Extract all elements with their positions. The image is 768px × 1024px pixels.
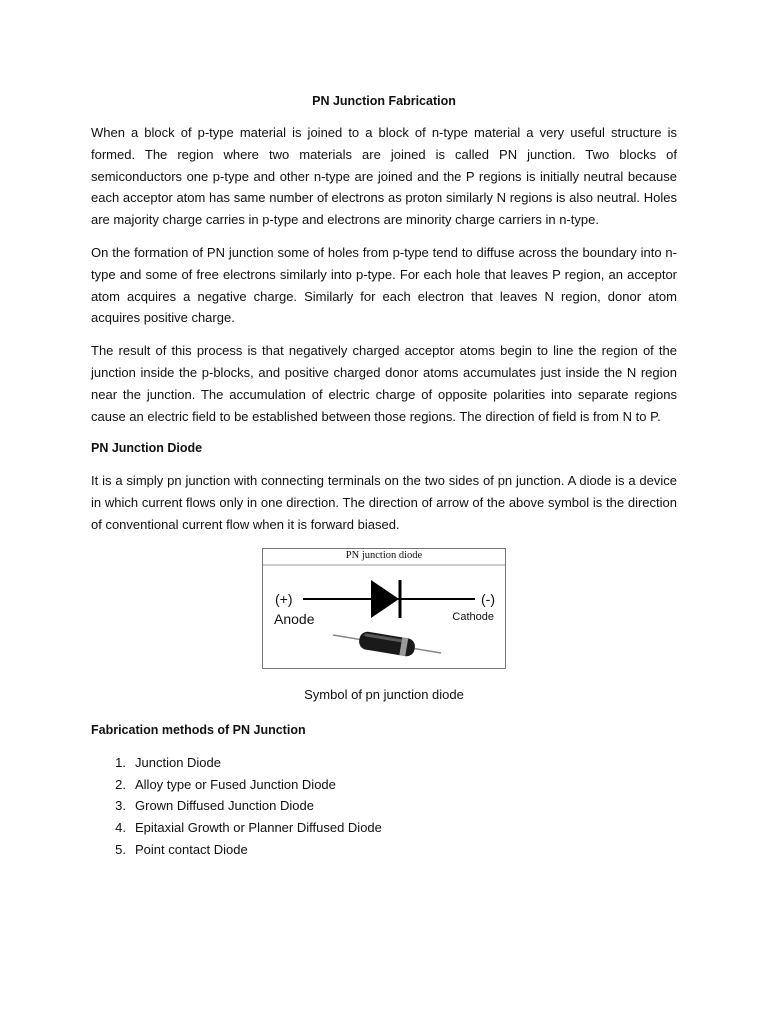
anode-label: Anode [274, 610, 315, 627]
diode-symbol-graphic [263, 549, 505, 668]
diode-figure [262, 548, 506, 669]
list-item [91, 817, 677, 839]
list-item-text: Grown Diffused Junction Diode [135, 798, 314, 814]
diode-heading: PN Junction Diode [91, 441, 203, 456]
document-page [91, 94, 677, 861]
methods-list [91, 752, 677, 861]
figure-container [91, 548, 677, 669]
list-item-text: Epitaxial Growth or Planner Diffused Diode [135, 820, 382, 836]
list-item [91, 839, 677, 861]
methods-heading: Fabrication methods of PN Junction [91, 722, 306, 737]
list-item-number: 4. [115, 820, 126, 836]
list-item-number: 2. [115, 776, 126, 792]
document-title: PN Junction Fabrication [312, 94, 456, 108]
list-item-number: 1. [115, 754, 126, 770]
paragraph-intro: When a block of p-type material is joined to a block of n-type material a very useful structure is formed. The region where two materials are joined is called PN junction. Two blocks of semiconductors one p-type and other n-type are joined and the P regions is initially neutral because each acceptor atom has same number of electrons as proton similarly N regions is also neutral. Holes are majority charge carries in p-type and electrons are minority charge carriers in n-type. [91, 125, 677, 228]
list-item-text: Point contact Diode [135, 841, 248, 857]
cathode-label: Cathode [452, 610, 494, 623]
list-item-text: Junction Diode [135, 754, 221, 770]
list-item-number: 5. [115, 841, 126, 857]
figure-caption: Symbol of pn junction diode [304, 686, 464, 702]
paragraph-result: The result of this process is that negatively charged acceptor atoms begin to line the region of the junction inside the p-blocks, and positive charged donor atoms accumulates just inside the N region near the junction. The accumulation of electric charge of opposite polarities into separate regions cause an electric field to be established between those regions. The direction of field is from N to P. [91, 343, 677, 424]
figure-title: PN junction diode [345, 549, 423, 561]
list-item-number: 3. [115, 798, 126, 814]
diode-anode-triangle [371, 580, 399, 618]
paragraph-formation: On the formation of PN junction some of holes from p-type tend to diffuse across the boundary into n-type and some of free electrons similarly into p-type. For each hole that leaves P region, an acceptor atom acquires a negative charge. Similarly for each electron that leaves N region, donor atom acquires positive charge. [91, 244, 677, 326]
list-item [91, 752, 677, 774]
paragraph-diode: It is a simply pn junction with connecting terminals on the two sides of pn junction. A diode is a device in which current flows only in one direction. The direction of arrow of the above symbol is the direction of conventional current flow when it is forward biased. [91, 473, 677, 532]
cathode-polarity-label: (-) [481, 590, 495, 607]
anode-polarity-label: (+) [275, 590, 293, 607]
list-item-text: Alloy type or Fused Junction Diode [135, 776, 336, 792]
list-item [91, 795, 677, 817]
list-item [91, 774, 677, 796]
diode-component-body [358, 630, 416, 657]
